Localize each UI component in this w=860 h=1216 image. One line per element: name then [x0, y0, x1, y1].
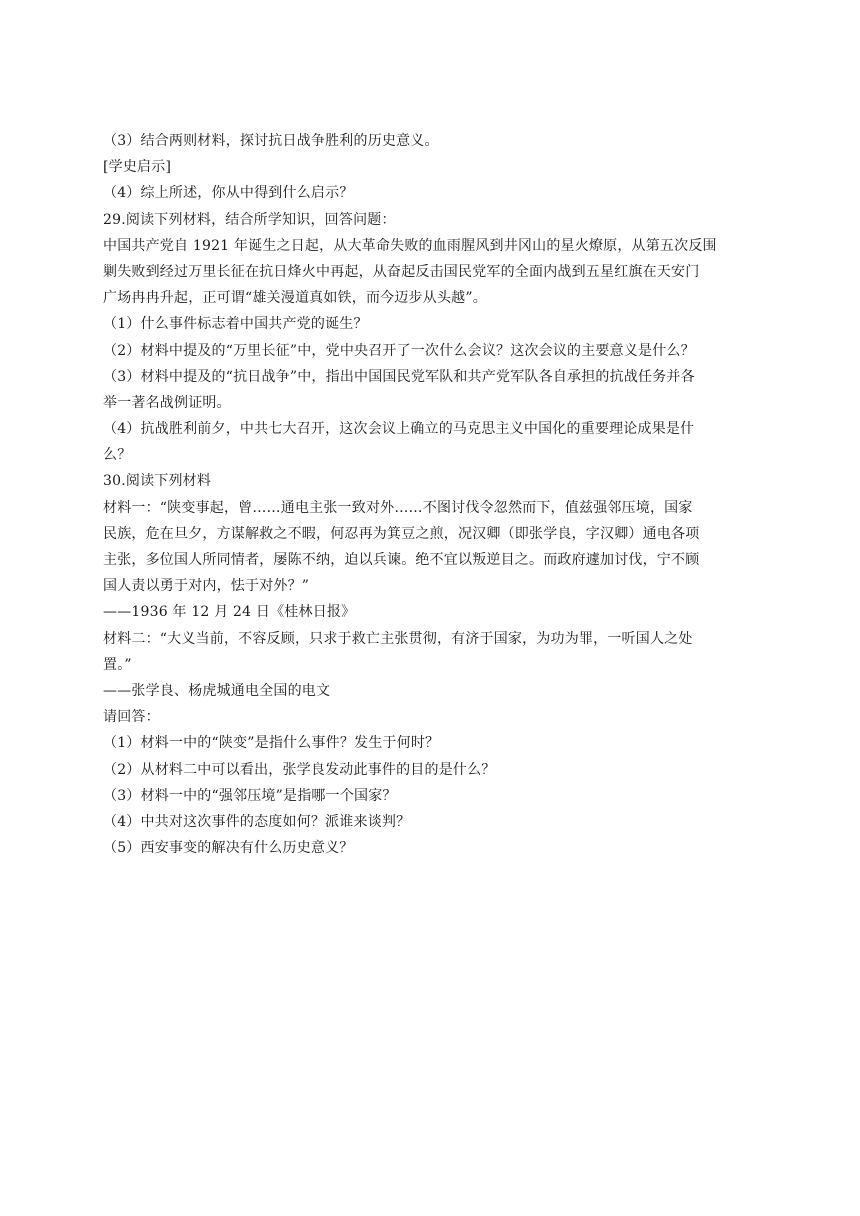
question-29-4-cont: 么？	[103, 447, 132, 464]
material-two-source: ——张学良、杨虎城通电全国的电文	[103, 682, 331, 699]
question-30-5: （5）西安事变的解决有什么历史意义？	[103, 840, 354, 857]
material-two-line: 材料二：“大义当前，不容反顾，只求于救亡主张贯彻，有济于国家，为功为罪，一听国人之处	[103, 630, 693, 647]
section-heading-lessons: [学史启示]	[103, 159, 172, 176]
answer-prompt: 请回答：	[103, 709, 160, 726]
question-29-4: （4）抗战胜利前夕，中共七大召开，这次会议上确立的马克思主义中国化的重要理论成果是什	[103, 421, 695, 438]
document-page	[103, 128, 763, 861]
question-29-3: （3）材料中提及的“抗日战争”中，指出中国国民党军队和共产党军队各自承担的抗战任务并各	[103, 368, 695, 385]
material-text-line: 广场冉冉升起，正可谓“雄关漫道真如铁，而今迈步从头越”。	[103, 290, 487, 307]
material-one-source: ——1936 年 12 月 24 日《桂林日报》	[103, 604, 356, 621]
question-30-heading: 30.阅读下列材料	[103, 473, 212, 490]
question-28-3: （3）结合两则材料，探讨抗日战争胜利的历史意义。	[103, 133, 439, 149]
material-text-line: 中国共产党自 1921 年诞生之日起，从大革命失败的血雨腥风到井冈山的星火燎原，从第五次反围	[103, 237, 717, 254]
question-30-1: （1）材料一中的“陕变”是指什么事件？发生于何时？	[103, 735, 440, 752]
question-28-4: （4）综上所述，你从中得到什么启示？	[103, 185, 354, 202]
question-30-2: （2）从材料二中可以看出，张学良发动此事件的目的是什么？	[103, 761, 496, 778]
question-29-2: （2）材料中提及的“万里长征”中，党中央召开了一次什么会议？这次会议的主要意义是什么？	[103, 342, 695, 359]
material-one-line: 材料一：“陕变事起，曾……通电主张一致对外……不图讨伐令忽然而下，值兹强邻压境，国家	[103, 499, 693, 516]
material-one-line: 民族，危在旦夕，方谋解救之不暇，何忍再为箕豆之煎，况汉卿（即张学良，字汉卿）通电各项	[103, 525, 700, 542]
material-two-line: 置。”	[103, 656, 132, 673]
question-29-1: （1）什么事件标志着中国共产党的诞生？	[103, 316, 368, 333]
material-text-line: 剿失败到经过万里长征在抗日烽火中再起，从奋起反击国民党军的全面内战到五星红旗在天安门	[103, 263, 700, 280]
question-29-3-cont: 举一著名战例证明。	[103, 394, 231, 411]
material-one-line: 主张，多位国人所同情者，屡陈不纳，迫以兵谏。绝不宜以叛逆目之。而政府遽加讨伐，宁不顾	[103, 552, 700, 568]
question-29-heading: 29.阅读下列材料，结合所学知识，回答问题：	[103, 211, 396, 228]
question-30-4: （4）中共对这次事件的态度如何？派谁来谈判？	[103, 813, 411, 830]
material-one-line: 国人责以勇于对内，怯于对外？”	[103, 578, 310, 595]
question-30-3: （3）材料一中的“强邻压境”是指哪一个国家？	[103, 787, 397, 804]
